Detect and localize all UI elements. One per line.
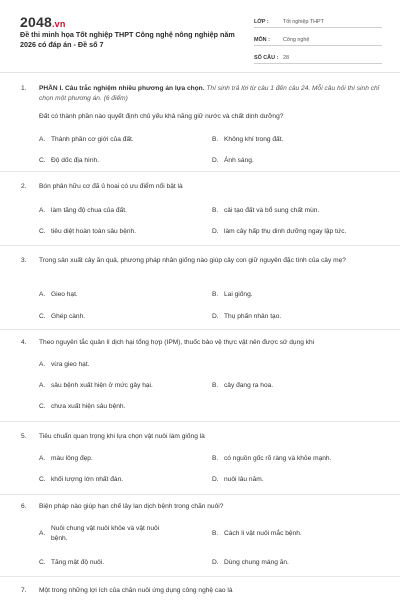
part-title: PHẦN I. Câu trắc nghiệm nhiều phương án lựa chọn. <box>39 85 205 92</box>
option-label: B. <box>212 207 219 214</box>
option-label: D. <box>212 157 219 164</box>
question-prompt <box>39 84 384 104</box>
question-6 <box>0 502 400 574</box>
meta-class-label: LỚP : <box>254 19 269 25</box>
question-divider <box>0 494 400 495</box>
meta-subject-label: MÔN : <box>254 37 270 43</box>
question-number: 4. <box>21 339 27 346</box>
question-1 <box>0 84 400 174</box>
meta-subject-row <box>254 31 382 46</box>
option-c[interactable] <box>39 312 85 322</box>
meta-count-value: 28 <box>283 55 289 61</box>
question-text: Một trong những lợi ích của chăn nuôi ứng dụng công nghệ cao là <box>39 587 233 594</box>
question-text: Theo nguyên tắc quản lí dịch hại tổng hợp (IPM), thuốc bảo vệ thực vật nên được sử dụng khi <box>39 339 315 346</box>
question-number: 6. <box>21 503 27 510</box>
option-text: khối lượng lớn nhất đàn. <box>51 476 124 483</box>
option-text: Dùng chung máng ăn. <box>224 559 289 566</box>
question-2 <box>0 182 400 242</box>
part-instruction: Thí sinh trả lời từ câu 1 đến câu 24. Mỗi câu hỏi thí sinh chỉ chọn một phương án. (6 điểm) <box>39 85 380 102</box>
question-number: 1. <box>21 85 27 92</box>
option-label: C. <box>39 559 46 566</box>
option-b[interactable] <box>212 290 253 300</box>
logo-number: 2048 <box>20 14 52 30</box>
option-a[interactable] <box>39 381 153 391</box>
option-c[interactable] <box>39 227 136 237</box>
question-text: Tiêu chuẩn quan trọng khi lựa chọn vật nuôi làm giống là <box>39 433 205 440</box>
option-text: Thành phần cơ giới của đất. <box>51 136 134 143</box>
option-d[interactable] <box>212 558 289 568</box>
option-c[interactable] <box>39 558 104 568</box>
option-label: B. <box>212 136 219 143</box>
option-d[interactable] <box>212 227 346 237</box>
option-label: D. <box>212 228 219 235</box>
question-number: 2. <box>21 183 27 190</box>
question-3 <box>0 256 400 326</box>
option-c[interactable] <box>39 156 99 166</box>
option-text: có nguồn gốc rõ ràng và khỏe mạnh. <box>224 455 332 462</box>
question-divider <box>0 576 400 577</box>
option-text: Không khí trong đất. <box>224 136 284 143</box>
option-text: Ánh sáng. <box>224 157 254 164</box>
header-divider <box>0 72 400 73</box>
option-c[interactable] <box>39 475 123 485</box>
option-b[interactable] <box>212 135 283 145</box>
option-text: chưa xuất hiện sâu bệnh. <box>51 403 126 410</box>
option-label: A. <box>39 530 46 537</box>
question-text: Trong sản xuất cây ăn quả, phương pháp nhân giống nào giúp cây con giữ nguyên đặc tính của cây mẹ? <box>39 257 346 264</box>
option-text: cải tạo đất và bổ sung chất mùn. <box>224 207 320 214</box>
question-divider <box>0 245 400 246</box>
option-b[interactable] <box>212 529 302 539</box>
question-text: Bón phân hữu cơ đã ủ hoai có ưu điểm nổi bật là <box>39 183 183 190</box>
option-text: Độ dốc địa hình. <box>51 157 100 164</box>
option-text: nuôi lâu năm. <box>224 476 264 483</box>
site-logo[interactable] <box>20 14 66 30</box>
meta-subject-value: Công nghệ <box>283 37 310 43</box>
option-label: B. <box>212 455 219 462</box>
option-text: sâu bệnh xuất hiện ở mức gây hại. <box>51 382 153 389</box>
option-label: A. <box>39 207 46 214</box>
option-a[interactable] <box>39 135 134 145</box>
question-number: 3. <box>21 257 27 264</box>
option-a[interactable] <box>39 206 127 216</box>
question-text: Biện pháp nào giúp hạn chế lây lan dịch bệnh trong chăn nuôi? <box>39 503 224 510</box>
option-d[interactable] <box>212 156 254 166</box>
question-4 <box>0 338 400 418</box>
option-label: A. <box>39 455 46 462</box>
question-7 <box>0 586 400 598</box>
question-number: 5. <box>21 433 27 440</box>
meta-class-row <box>254 13 382 28</box>
option-text: làm cây hấp thụ dinh dưỡng ngay lập tức. <box>224 228 347 235</box>
option-label: A. <box>39 361 46 368</box>
option-d[interactable] <box>212 312 281 322</box>
option-a[interactable] <box>39 454 93 464</box>
option-label: D. <box>212 559 219 566</box>
question-number: 7. <box>21 587 27 594</box>
option-text: Ghép cành. <box>51 313 86 320</box>
question-divider <box>0 421 400 422</box>
document-header <box>0 0 400 72</box>
option-text: Gieo hạt. <box>51 291 78 298</box>
option-text: Lai giống. <box>224 291 253 298</box>
exam-meta <box>254 13 382 67</box>
option-text: Cách li vật nuôi mắc bệnh. <box>224 530 302 537</box>
option-label: A. <box>39 136 46 143</box>
question-text: Đất có thành phần nào quyết định chủ yếu khả năng giữ nước và chất dinh dưỡng? <box>39 113 284 120</box>
option-text: Nuôi chung vật nuôi khỏe và vật nuôi bệnh. <box>51 525 160 542</box>
option-text: Thụ phấn nhân tạo. <box>224 313 282 320</box>
option-label: C. <box>39 476 46 483</box>
page-title: Đề thi minh họa Tốt nghiệp THPT Công nghệ nông nghiệp năm 2026 có đáp án - Đề số 7 <box>20 30 235 49</box>
option-label: B. <box>212 382 219 389</box>
option-label: D. <box>212 476 219 483</box>
logo-domain: .vn <box>51 19 66 29</box>
meta-class-value: Tốt nghiệp THPT <box>283 19 324 25</box>
meta-count-row <box>254 49 382 64</box>
option-c[interactable] <box>39 402 125 412</box>
question-divider <box>0 329 400 330</box>
option-label: A. <box>39 291 46 298</box>
meta-count-label: SỐ CÂU : <box>254 55 279 61</box>
option-a[interactable] <box>39 290 78 300</box>
option-b[interactable] <box>212 381 273 391</box>
option-d[interactable] <box>212 475 264 485</box>
option-label: B. <box>212 530 219 537</box>
option-a-first[interactable] <box>39 360 90 370</box>
option-text: tiêu diệt hoàn toàn sâu bệnh. <box>51 228 137 235</box>
option-text: làm tăng độ chua của đất. <box>51 207 127 214</box>
option-label: C. <box>39 228 46 235</box>
option-text: cây đang ra hoa. <box>224 382 274 389</box>
option-b[interactable] <box>212 454 331 464</box>
option-text: màu lông đẹp. <box>51 455 93 462</box>
option-label: A. <box>39 382 46 389</box>
question-5 <box>0 432 400 492</box>
option-b[interactable] <box>212 206 319 216</box>
option-text: Tăng mật độ nuôi. <box>51 559 105 566</box>
option-label: D. <box>212 313 219 320</box>
option-label: B. <box>212 291 219 298</box>
option-label: C. <box>39 403 46 410</box>
question-divider <box>0 171 400 172</box>
option-a[interactable] <box>39 524 179 544</box>
option-label: C. <box>39 313 46 320</box>
option-label: C. <box>39 157 46 164</box>
option-text: vừa gieo hạt. <box>51 361 90 368</box>
